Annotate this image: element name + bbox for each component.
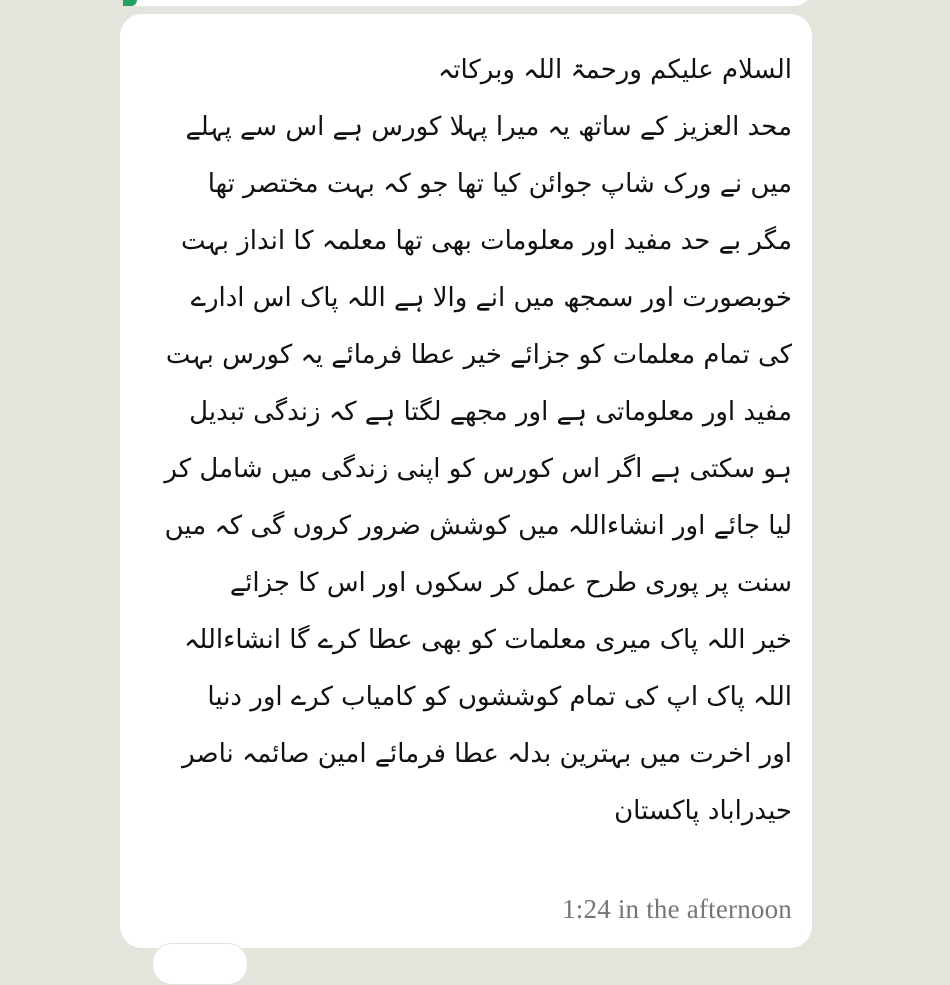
message-line: محد العزیز کے ساتھ یہ میرا پہلا کورس ہے اس سے پہلے [185, 112, 792, 142]
message-line: میں نے ورک شاپ جوائن کیا تھا جو کہ بہت مختصر تھا [207, 169, 792, 199]
message-line: کی تمام معلمات کو جزائے خیر عطا فرمائے یہ کورس بہت [165, 340, 792, 370]
message-line: خوبصورت اور سمجھ میں انے والا ہے اللہ پاک اس ادارے [190, 283, 792, 313]
message-line: ہو سکتی ہے اگر اس کورس کو اپنی زندگی میں شامل کر [164, 454, 792, 484]
message-line: مگر بے حد مفید اور معلومات بھی تھا معلمہ کا انداز بہت [180, 226, 792, 256]
message-line: خیر اللہ پاک میری معلمات کو بھی عطا کرے گا انشاءاللہ [184, 625, 792, 655]
reaction-chip[interactable] [152, 943, 248, 985]
message-line: سنت پر پوری طرح عمل کر سکوں اور اس کا جزائے [229, 568, 792, 598]
message-line: حیدراباد پاکستان [614, 796, 792, 826]
message-line: اور اخرت میں بہترین بدلہ عطا فرمائے امین صائمہ ناصر [182, 739, 792, 769]
message-line: مفید اور معلوماتی ہے اور مجھے لگتا ہے کہ زندگی تبدیل [189, 397, 792, 427]
previous-message-bubble[interactable] [120, 0, 812, 6]
message-line: لیا جائے اور انشاءاللہ میں کوشش ضرور کروں گی کہ میں [164, 511, 792, 541]
message-text [152, 42, 792, 840]
message-line: اللہ پاک اپ کی تمام کوششوں کو کامیاب کرے اور دنیا [207, 682, 792, 712]
message-timestamp: 1:24 in the afternoon [562, 894, 792, 924]
message-bubble[interactable] [120, 14, 812, 948]
message-line: السلام علیکم ورحمۃ اللہ وبرکاتہ [438, 55, 792, 85]
